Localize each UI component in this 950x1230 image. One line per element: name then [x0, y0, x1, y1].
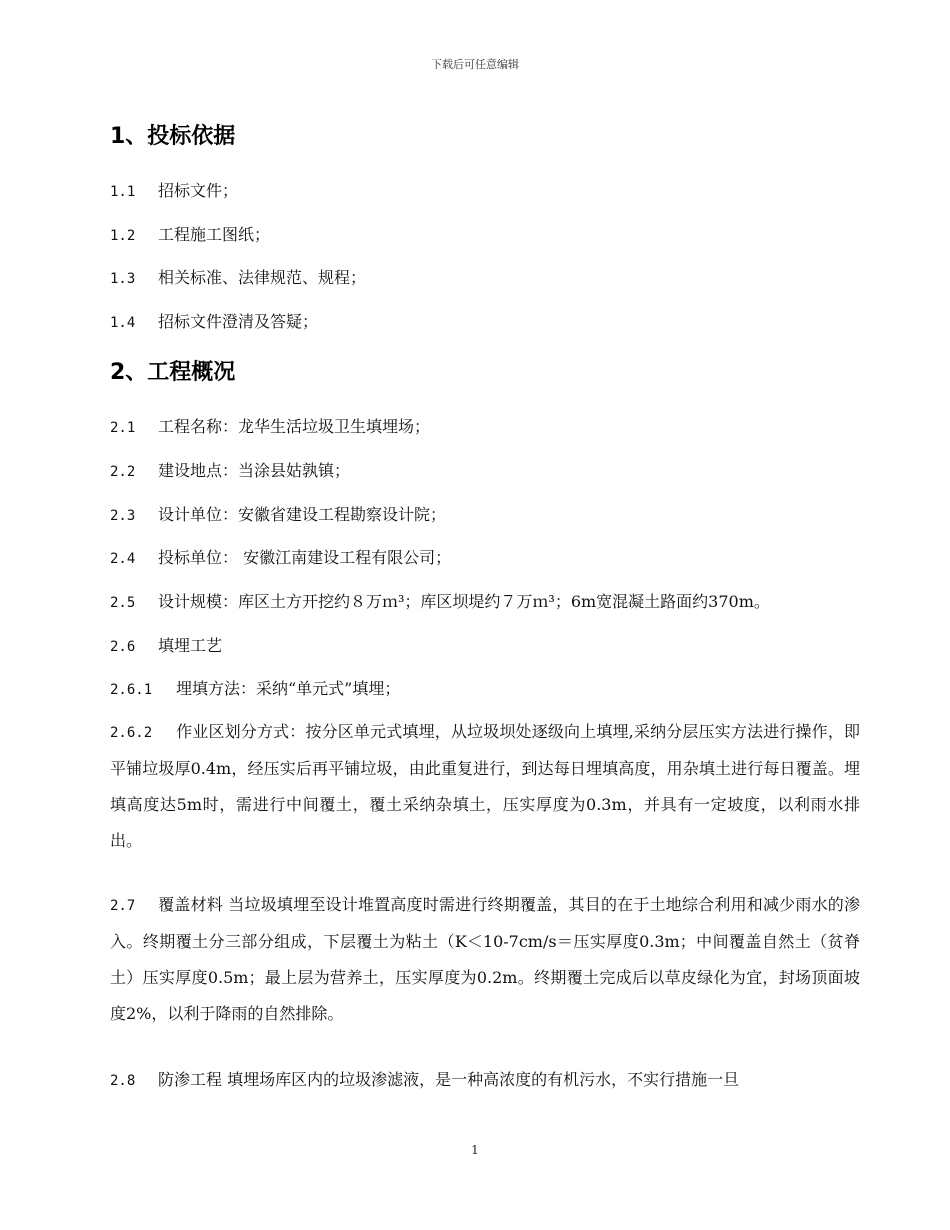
item-text: 设计规模：库区土方开挖约８万ｍ³；库区坝堤约７万ｍ³；6m宽混凝土路面约370m。	[158, 592, 770, 611]
list-item	[110, 591, 770, 614]
list-item	[110, 180, 238, 203]
item-text: 投标单位： 安徽江南建设工程有限公司；	[158, 548, 452, 567]
item-text: 建设地点：当涂县姑孰镇；	[158, 461, 351, 480]
list-item	[110, 224, 270, 247]
list-item	[110, 311, 318, 334]
item-text: 防渗工程 填埋场库区内的垃圾渗滤液，是一种高浓度的有机污水，不实行措施一旦	[158, 1070, 740, 1089]
list-item	[110, 416, 430, 439]
item-text: 相关标准、法律规范、规程；	[158, 268, 367, 287]
item-number: 1.2	[110, 228, 136, 244]
list-item	[110, 547, 451, 570]
item-number: 2.4	[110, 551, 136, 567]
item-number: 2.5	[110, 595, 136, 611]
section-heading-2: 2、工程概况	[110, 360, 236, 385]
item-number: 1.3	[110, 271, 136, 287]
paragraph-2-6-2	[110, 714, 860, 859]
item-number: 2.1	[110, 420, 136, 436]
item-text: 工程施工图纸；	[158, 225, 271, 244]
item-number: 2.3	[110, 508, 136, 524]
item-number: 2.6	[110, 639, 136, 655]
item-number: 2.8	[110, 1073, 136, 1089]
item-number: 1.1	[110, 184, 136, 200]
list-item	[110, 267, 366, 290]
item-number: 2.6.1	[110, 682, 153, 698]
item-text: 设计单位：安徽省建设工程勘察设计院；	[158, 505, 447, 524]
paragraph-2-7	[110, 887, 860, 1032]
item-text: 覆盖材料 当垃圾填埋至设计堆置高度时需进行终期覆盖，其目的在于土地综合利用和减少雨水的渗入。终期覆土分三部分组成，下层覆土为粘土（K＜10-7cm/s＝压实厚度0.3m；中间覆盖自然土（贫脊土）压实厚度0.5m；最上层为营养土，压实厚度为0.2m。终期覆土完成后以草皮绿化为宜，封场顶面坡度2%，以利于降雨的自然排除。	[110, 895, 860, 1023]
item-text: 招标文件澄清及答疑；	[158, 312, 319, 331]
item-number: 2.6.2	[110, 725, 153, 741]
list-item	[110, 678, 400, 701]
item-number: 2.2	[110, 464, 136, 480]
list-item	[110, 635, 222, 658]
section-heading-1: 1、投标依据	[110, 124, 236, 149]
item-text: 填埋工艺	[158, 636, 223, 655]
list-item	[110, 504, 446, 527]
item-text: 工程名称：龙华生活垃圾卫生填埋场；	[158, 417, 431, 436]
item-text: 作业区划分方式：按分区单元式填埋，从垃圾坝处逐级向上填埋,采纳分层压实方法进行操作，即平铺垃圾厚0.4m，经压实后再平铺垃圾，由此重复进行，到达每日埋填高度，用杂填土进行每日覆盖。埋填高度达5m时，需进行中间覆土，覆土采纳杂填土，压实厚度为0.3m，并具有一定坡度，以利雨水排出。	[110, 722, 860, 850]
item-number: 1.4	[110, 315, 136, 331]
page-header-note: 下载后可任意编辑	[431, 58, 519, 71]
item-text: 埋填方法：采纳“单元式”填埋；	[176, 679, 401, 698]
item-text: 招标文件；	[158, 181, 239, 200]
paragraph-2-8	[110, 1062, 860, 1099]
page-number: 1	[471, 1143, 479, 1157]
item-number: 2.7	[110, 898, 136, 914]
list-item	[110, 460, 350, 483]
